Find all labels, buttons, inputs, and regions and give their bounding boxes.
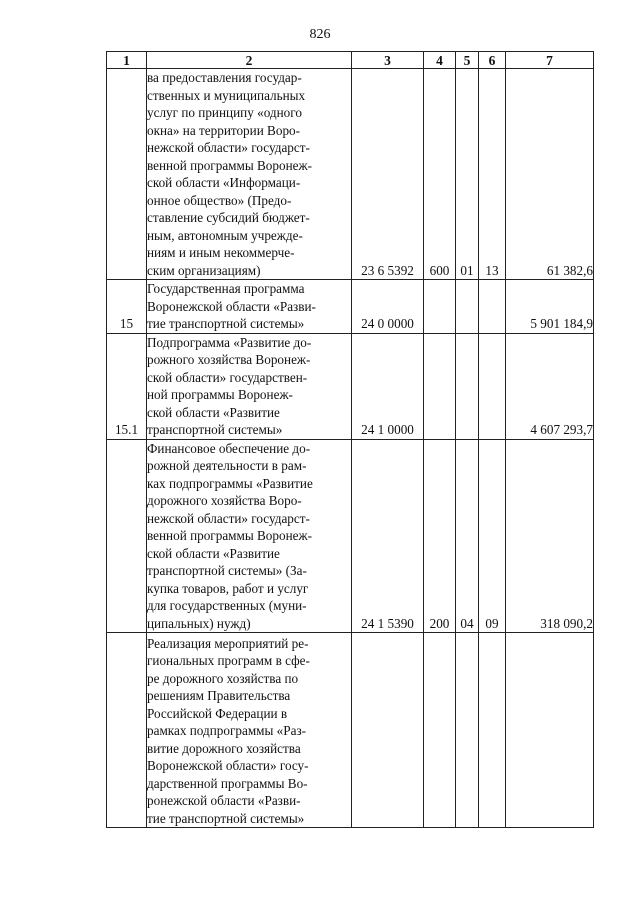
section-code: 01 [456,69,479,280]
row-name-line: ской области «Информаци- [147,175,301,190]
target-article-code: 24 1 5390 [352,439,424,633]
row-name-line: Подпрограмма «Развитие до- [147,334,312,350]
header-row [107,52,594,69]
row-name-line: для государственных (муни- [147,598,307,613]
row-name [147,69,352,280]
subsection-code [479,333,506,439]
row-name-line: ским организациям) [147,262,261,278]
page-number: 826 [309,27,331,42]
header-col-5: 5 [456,52,479,69]
row-name-line: Воронежской области «Разви- [147,298,316,314]
row-number [107,69,147,280]
row-name-line: ственных и муниципальных [147,87,306,103]
row-name-line: нежской области» государст- [147,140,310,155]
row-name-line: Воронежской области» госу- [147,758,309,773]
amount: 5 901 184,9 [506,280,594,334]
row-name-line: ным, автономным учрежде- [147,227,303,243]
header-col-7: 7 [506,52,594,69]
expense-type: 600 [424,69,456,280]
row-name [147,439,352,633]
row-name-line: Российской Федерации в [147,705,288,721]
row-name-line: гиональных программ в сфе- [147,653,310,668]
row-name-line: ской области «Развитие [147,404,280,420]
amount: 318 090,2 [506,439,594,633]
row-name-line: венной программы Воронеж- [147,157,313,173]
row-name-line: услуг по принципу «одного [147,105,302,120]
table-body [107,69,594,828]
row-name-line: дарственной программы Во- [147,775,308,791]
row-name-line: тие транспортной системы» [147,810,305,826]
row-name-line: онное общество» (Предо- [147,192,292,208]
row-name-line: ской области» государствен- [147,369,308,385]
row-name-line: венной программы Воронеж- [147,528,313,543]
expense-type [424,280,456,334]
table-row [107,69,594,280]
row-name-line: Финансовое обеспечение до- [147,440,311,456]
table-row [107,280,594,334]
row-name [147,333,352,439]
subsection-code: 09 [479,439,506,633]
header-col-1: 1 [107,52,147,69]
target-article-code [352,633,424,828]
row-name-line: Государственная программа [147,281,305,296]
row-name-line: купка товаров, работ и услуг [147,580,309,596]
table-row [107,633,594,828]
row-name-line: нежской области» государст- [147,510,310,526]
section-code [456,280,479,334]
row-name-line: решениям Правительства [147,688,291,703]
row-name-line: ва предоставления государ- [147,70,302,85]
row-name-line: рожного хозяйства Воронеж- [147,352,311,367]
budget-table [106,51,594,828]
row-name-line: ниям и иным некоммерче- [147,245,295,260]
row-name [147,633,352,828]
row-name-line: ре дорожного хозяйства по [147,670,299,686]
section-code [456,333,479,439]
row-name-line: ской области «Развитие [147,545,280,561]
target-article-code: 23 6 5392 [352,69,424,280]
row-name-line: витие дорожного хозяйства [147,740,301,756]
row-number: 15 [107,280,147,334]
row-name-line: Реализация мероприятий ре- [147,635,309,651]
section-code: 04 [456,439,479,633]
subsection-code [479,280,506,334]
expense-type: 200 [424,439,456,633]
row-number [107,633,147,828]
header-col-6: 6 [479,52,506,69]
row-name-line: ставление субсидий бюджет- [147,210,310,225]
header-col-4: 4 [424,52,456,69]
expense-type [424,333,456,439]
row-name-line: ках подпрограммы «Развитие [147,475,313,491]
section-code [456,633,479,828]
target-article-code: 24 1 0000 [352,333,424,439]
row-name-line: ронежской области «Разви- [147,793,301,808]
header-col-3: 3 [352,52,424,69]
row-name-line: тие транспортной системы» [147,316,305,331]
subsection-code [479,633,506,828]
table-row [107,439,594,633]
subsection-code: 13 [479,69,506,280]
header-col-2: 2 [147,52,352,69]
amount [506,633,594,828]
row-number: 15.1 [107,333,147,439]
row-name-line: дорожного хозяйства Воро- [147,493,302,508]
amount: 4 607 293,7 [506,333,594,439]
table-row [107,333,594,439]
row-number [107,439,147,633]
target-article-code: 24 0 0000 [352,280,424,334]
row-name-line: рамках подпрограммы «Раз- [147,723,307,738]
row-name-line: окна» на территории Воро- [147,122,301,138]
row-name-line: ципальных) нужд) [147,615,251,631]
row-name-line: транспортной системы» (За- [147,563,307,578]
row-name [147,280,352,334]
row-name-line: ной программы Воронеж- [147,387,293,402]
row-name-line: рожной деятельности в рам- [147,458,307,473]
amount: 61 382,6 [506,69,594,280]
row-name-line: транспортной системы» [147,422,283,437]
expense-type [424,633,456,828]
